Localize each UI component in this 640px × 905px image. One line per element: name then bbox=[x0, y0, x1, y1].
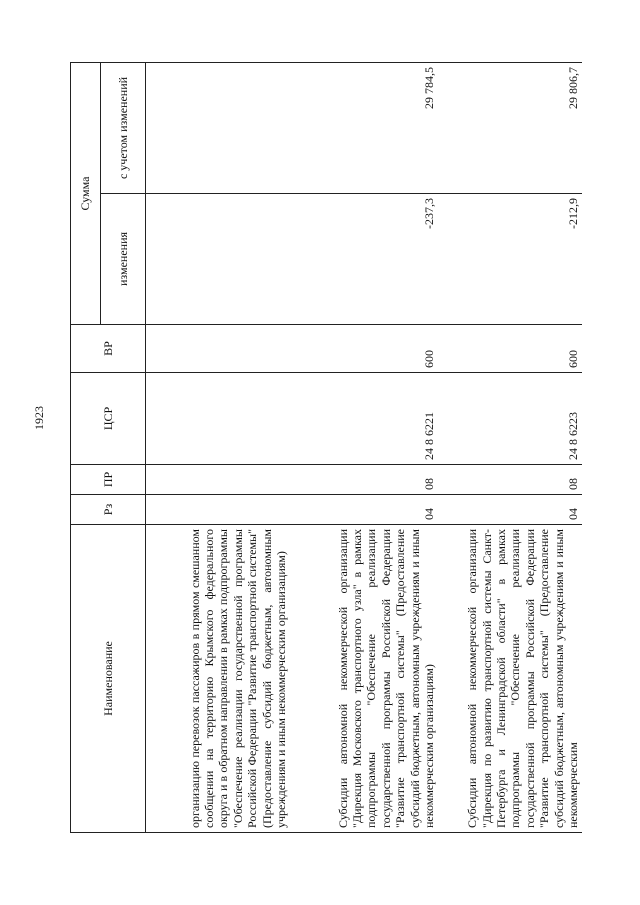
table-row bbox=[290, 62, 438, 832]
row-pr: 08 bbox=[290, 465, 438, 495]
header-change: изменения bbox=[101, 194, 146, 325]
budget-table-page bbox=[70, 63, 640, 833]
header-vr: ВР bbox=[71, 325, 146, 373]
row-rz: 04 bbox=[438, 495, 582, 525]
row-vr: 600 bbox=[438, 325, 582, 373]
header-sum: Сумма bbox=[71, 62, 101, 324]
table-row bbox=[438, 62, 582, 832]
row-name: Субсидии автономной некоммерческой организации "Дирекция Московского транспортного узла" в рамках подпрограммы "Обеспечение реализации государственной программы Российской Федерации "Развитие транспортной системы" (Предоставление субсидий бюджетным, автономным учреждениям и иным некоммерческим организациям) bbox=[290, 525, 438, 833]
row-name: Субсидии автономной некоммерческой организации "Дирекция по развитию транспортной системы Санкт-Петербурга и Ленинградской области" в рамках подпрограммы "Обеспечение реализации государственной программы Российской Федерации "Развитие транспортной системы" (Предоставление субсидий бюджетным, автономным учреждениям и иным некоммерческим bbox=[438, 525, 582, 833]
row-csr bbox=[146, 373, 290, 465]
row-vr: 600 bbox=[290, 325, 438, 373]
row-change: -237,3 bbox=[290, 194, 438, 325]
header-with-change: с учетом изменений bbox=[101, 62, 146, 193]
table-row bbox=[146, 62, 290, 832]
row-vr bbox=[146, 325, 290, 373]
header-rz: Рз bbox=[71, 495, 146, 525]
row-total bbox=[146, 62, 290, 193]
row-pr: 08 bbox=[438, 465, 582, 495]
header-csr: ЦСР bbox=[71, 373, 146, 465]
row-total: 29 784,5 bbox=[290, 62, 438, 193]
budget-table bbox=[70, 62, 582, 833]
row-csr: 24 8 6221 bbox=[290, 373, 438, 465]
row-change bbox=[146, 194, 290, 325]
row-rz bbox=[146, 495, 290, 525]
row-rz: 04 bbox=[290, 495, 438, 525]
header-pr: ПР bbox=[71, 465, 146, 495]
row-csr: 24 8 6223 bbox=[438, 373, 582, 465]
row-change: -212,9 bbox=[438, 194, 582, 325]
row-total: 29 806,7 bbox=[438, 62, 582, 193]
row-name: организацию перевозок пассажиров в прямом смешанном сообщении на территорию Крымского федерального округа и в обратном направлении в рамках подпрограммы "Обеспечение реализации государственной программы Российской Федерации "Развитие транспортной системы" (Предоставление субсидий бюджетным, автономным учреждениям и иным некоммерческим организациям) bbox=[146, 525, 290, 833]
row-pr bbox=[146, 465, 290, 495]
page-number: 1923 bbox=[32, 406, 46, 430]
header-name: Наименование bbox=[71, 525, 146, 833]
